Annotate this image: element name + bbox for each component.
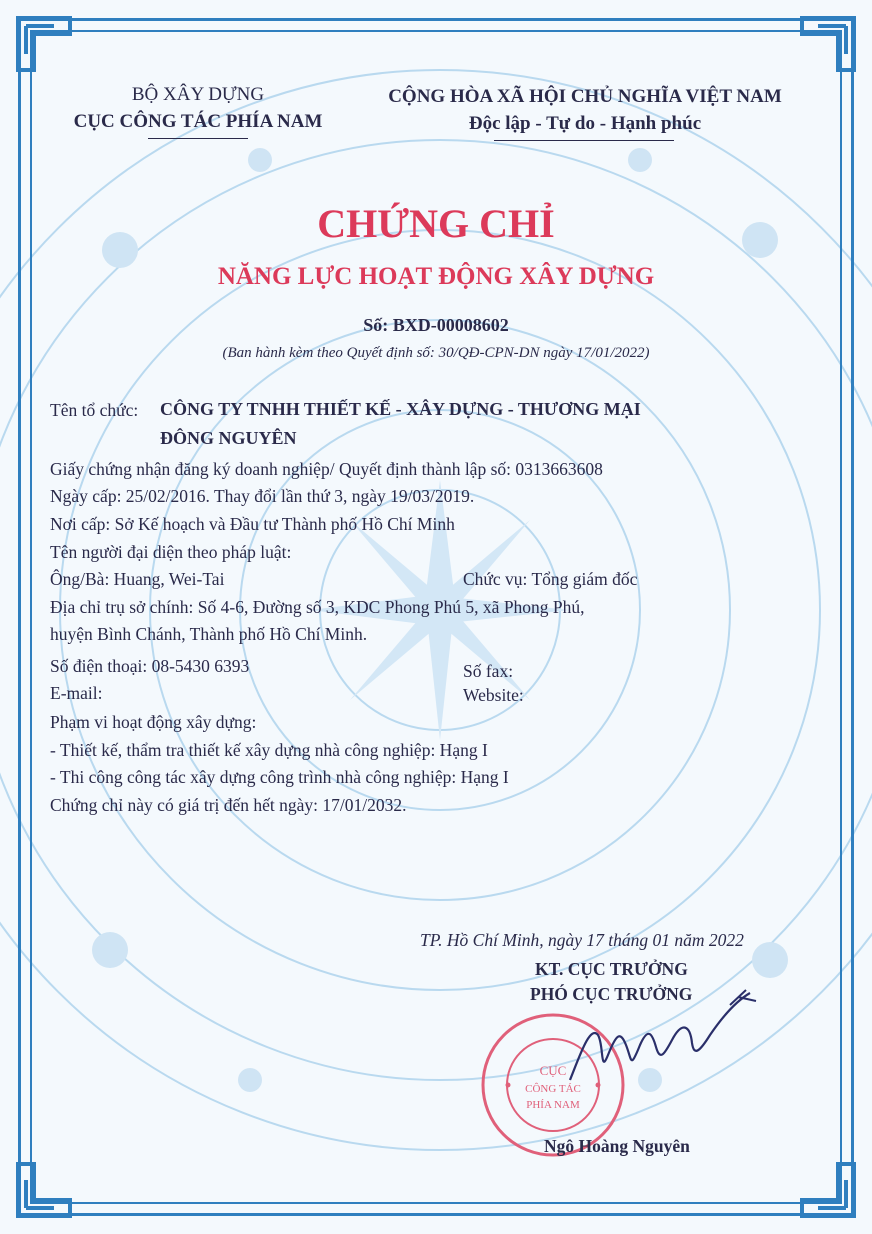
certificate-number: Số: BXD-00008602 [363, 315, 509, 335]
registration-line: Giấy chứng nhận đăng ký doanh nghiệp/ Quyết định thành lập số: 0313663608 [50, 459, 603, 479]
certificate-subtitle: NĂNG LỰC HOẠT ĐỘNG XÂY DỰNG [217, 263, 655, 290]
signer-role-line1: KT. CỤC TRƯỞNG [535, 959, 688, 979]
issuance-note: (Ban hành kèm theo Quyết định số: 30/QĐ-CPN-DN ngày 17/01/2022) [222, 345, 650, 361]
ministry-name: BỘ XÂY DỰNG [131, 84, 265, 105]
org-label: Tên tổ chức: [50, 400, 139, 420]
svg-text:PHÍA NAM: PHÍA NAM [526, 1099, 580, 1111]
svg-text:CÔNG TÁC: CÔNG TÁC [525, 1083, 581, 1095]
department-name: CỤC CÔNG TÁC PHÍA NAM [73, 111, 323, 132]
representative-label: Tên người đại diện theo pháp luật: [50, 542, 292, 562]
corner-ornament-bottom-right [798, 1160, 858, 1220]
issue-place-line: Nơi cấp: Sở Kế hoạch và Đầu tư Thành phố Hồ Chí Minh [50, 514, 455, 534]
corner-ornament-top-right [798, 14, 858, 74]
svg-text:CỤC: CỤC [539, 1063, 567, 1078]
org-name-line2: ĐÔNG NGUYÊN [160, 428, 297, 448]
corner-ornament-top-left [14, 14, 74, 74]
org-name-line1: CÔNG TY TNHH THIẾT KẾ - XÂY DỰNG - THƯƠNG MẠI [160, 399, 641, 419]
certificate-title: CHỨNG CHỈ [317, 201, 555, 246]
handwritten-signature [560, 985, 760, 1105]
signer-role-line2: PHÓ CỤC TRƯỞNG [530, 984, 693, 1004]
email-address: E-mail: [50, 683, 103, 703]
address-line1: Địa chỉ trụ sở chính: Số 4-6, Đường số 3, KDC Phong Phú 5, xã Phong Phú, [50, 597, 585, 617]
validity-line: Chứng chỉ này có giá trị đến hết ngày: 17/01/2032. [50, 795, 407, 815]
motto-underline [494, 140, 674, 141]
corner-ornament-bottom-left [14, 1160, 74, 1220]
national-motto: Độc lập - Tự do - Hạnh phúc [468, 113, 702, 134]
scope-item-design: - Thiết kế, thẩm tra thiết kế xây dựng nhà công nghiệp: Hạng I [50, 740, 488, 760]
phone-number: Số điện thoại: 08-5430 6393 [50, 656, 250, 676]
place-date: TP. Hồ Chí Minh, ngày 17 tháng 01 năm 2022 [420, 930, 744, 950]
representative-position: Chức vụ: Tổng giám đốc [463, 569, 638, 589]
fax-number: Số fax: [463, 661, 514, 681]
signer-name: Ngô Hoàng Nguyên [544, 1136, 690, 1156]
national-title: CỘNG HÒA XÃ HỘI CHỦ NGHĨA VIỆT NAM [388, 86, 782, 107]
representative-name: Ông/Bà: Huang, Wei-Tai [50, 569, 225, 589]
issue-date-line: Ngày cấp: 25/02/2016. Thay đổi lần thứ 3, ngày 19/03/2019. [50, 486, 475, 506]
department-underline [148, 138, 248, 139]
scope-item-construction: - Thi công công tác xây dựng công trình nhà công nghiệp: Hạng I [50, 767, 509, 787]
scope-label: Phạm vi hoạt động xây dựng: [50, 712, 257, 732]
website-address: Website: [463, 685, 524, 705]
address-line2: huyện Bình Chánh, Thành phố Hồ Chí Minh. [50, 624, 368, 644]
